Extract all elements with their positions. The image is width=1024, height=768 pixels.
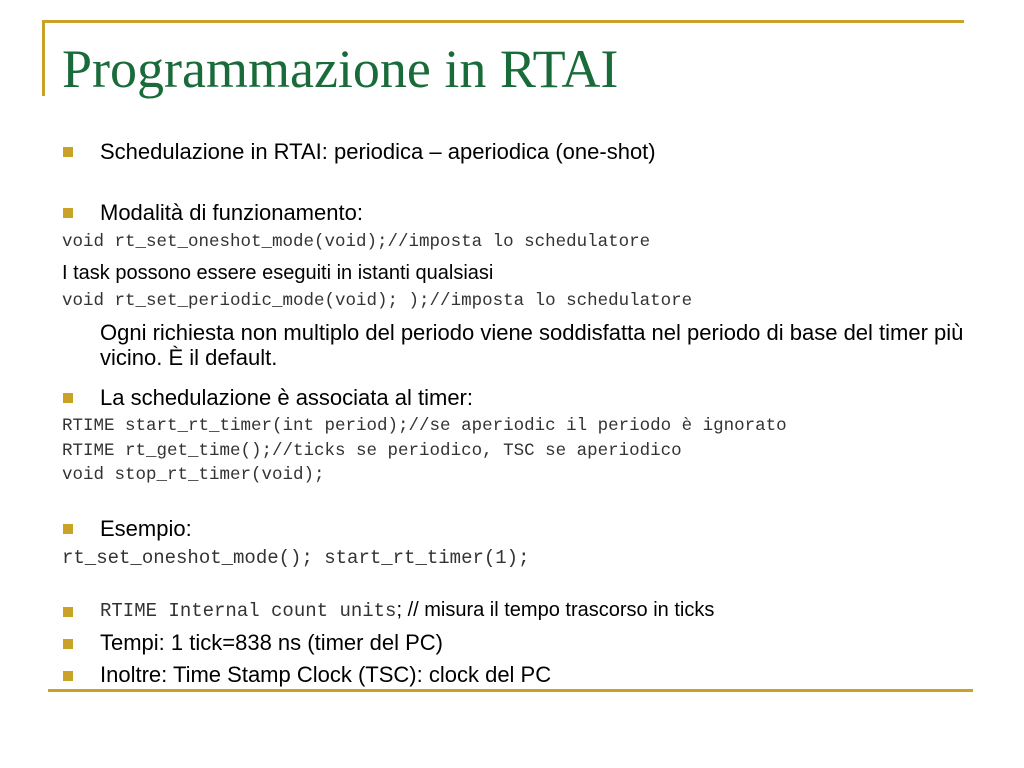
code-stop-timer: void stop_rt_timer(void); [62,465,325,485]
rtime-code: RTIME Internal count units [100,600,397,622]
bullet-icon [63,607,73,617]
bullet-icon [63,524,73,534]
code-periodic-mode: void rt_set_periodic_mode(void); );//imposta lo schedulatore [62,291,693,311]
periodic-description: Ogni richiesta non multiplo del periodo viene soddisfatta nel periodo di base del timer più vicino. È il default. [100,320,964,370]
frame-accent-bottom [48,689,973,692]
bullet-icon [63,393,73,403]
frame-accent-top [42,20,964,23]
bullet-modalita: Modalità di funzionamento: [100,200,363,225]
frame-accent-left [42,20,45,96]
bullet-tempi: Tempi: 1 tick=838 ns (timer del PC) [100,630,443,655]
code-get-time: RTIME rt_get_time();//ticks se periodico, TSC se aperiodico [62,441,682,461]
bullet-icon [63,639,73,649]
bullet-schedulazione: Schedulazione in RTAI: periodica – aperiodica (one-shot) [100,139,656,164]
bullet-esempio: Esempio: [100,516,192,541]
code-oneshot-mode: void rt_set_oneshot_mode(void);//imposta lo schedulatore [62,232,651,252]
bullet-icon [63,147,73,157]
task-text: I task possono essere eseguiti in istanti qualsiasi [62,262,494,284]
bullet-icon [63,671,73,681]
bullet-timer-assoc: La schedulazione è associata al timer: [100,385,473,410]
bullet-inoltre: Inoltre: Time Stamp Clock (TSC): clock del PC [100,662,552,687]
bullet-icon [63,208,73,218]
code-example: rt_set_oneshot_mode(); start_rt_timer(1); [62,547,530,569]
bullet-rtime [100,598,714,623]
rtime-comment: ; // misura il tempo trascorso in ticks [396,599,715,621]
code-start-timer: RTIME start_rt_timer(int period);//se aperiodic il periodo è ignorato [62,416,787,436]
slide-title: Programmazione in RTAI [62,39,619,99]
